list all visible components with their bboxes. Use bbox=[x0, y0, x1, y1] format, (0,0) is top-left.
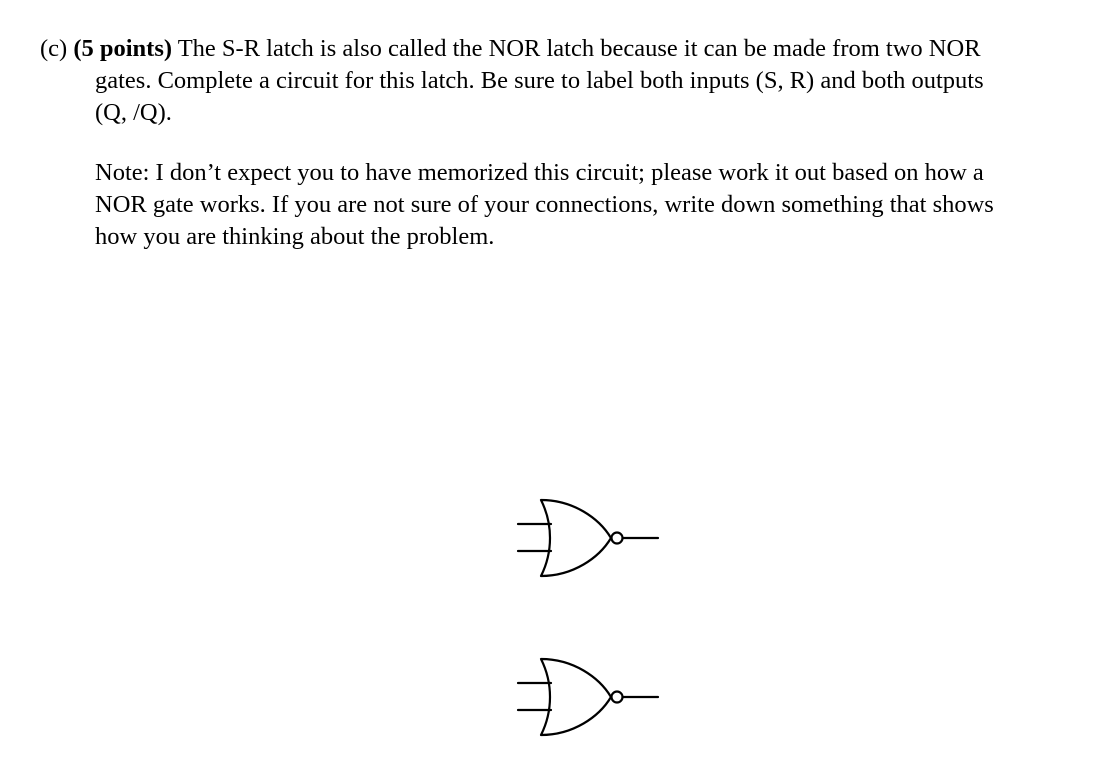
question-label: (c) bbox=[40, 35, 68, 62]
points-label: (5 points) bbox=[73, 35, 173, 62]
note-line-2: NOR gate works. If you are not sure of your connections, write down something that shows bbox=[95, 191, 994, 218]
question-line-1 bbox=[40, 33, 1085, 65]
note-line-3: how you are thinking about the problem. bbox=[95, 223, 495, 250]
note-line-1: Note: I don’t expect you to have memorized this circuit; please work it out based on how a bbox=[95, 159, 984, 186]
inversion-bubble bbox=[612, 692, 623, 703]
nor-gate-icon bbox=[515, 496, 660, 580]
question-text-line-3: (Q, /Q). bbox=[95, 99, 172, 126]
nor-gate-body bbox=[541, 659, 611, 735]
question-text-line-2: gates. Complete a circuit for this latch. Be sure to label both inputs (S, R) and both outputs bbox=[95, 67, 984, 94]
note-paragraph bbox=[95, 157, 1095, 253]
question-text-line-1: The S-R latch is also called the NOR latch because it can be made from two NOR bbox=[177, 35, 981, 62]
nor-gate-icon bbox=[515, 655, 660, 739]
inversion-bubble bbox=[612, 533, 623, 544]
question-c bbox=[40, 33, 1085, 129]
nor-gate-body bbox=[541, 500, 611, 576]
